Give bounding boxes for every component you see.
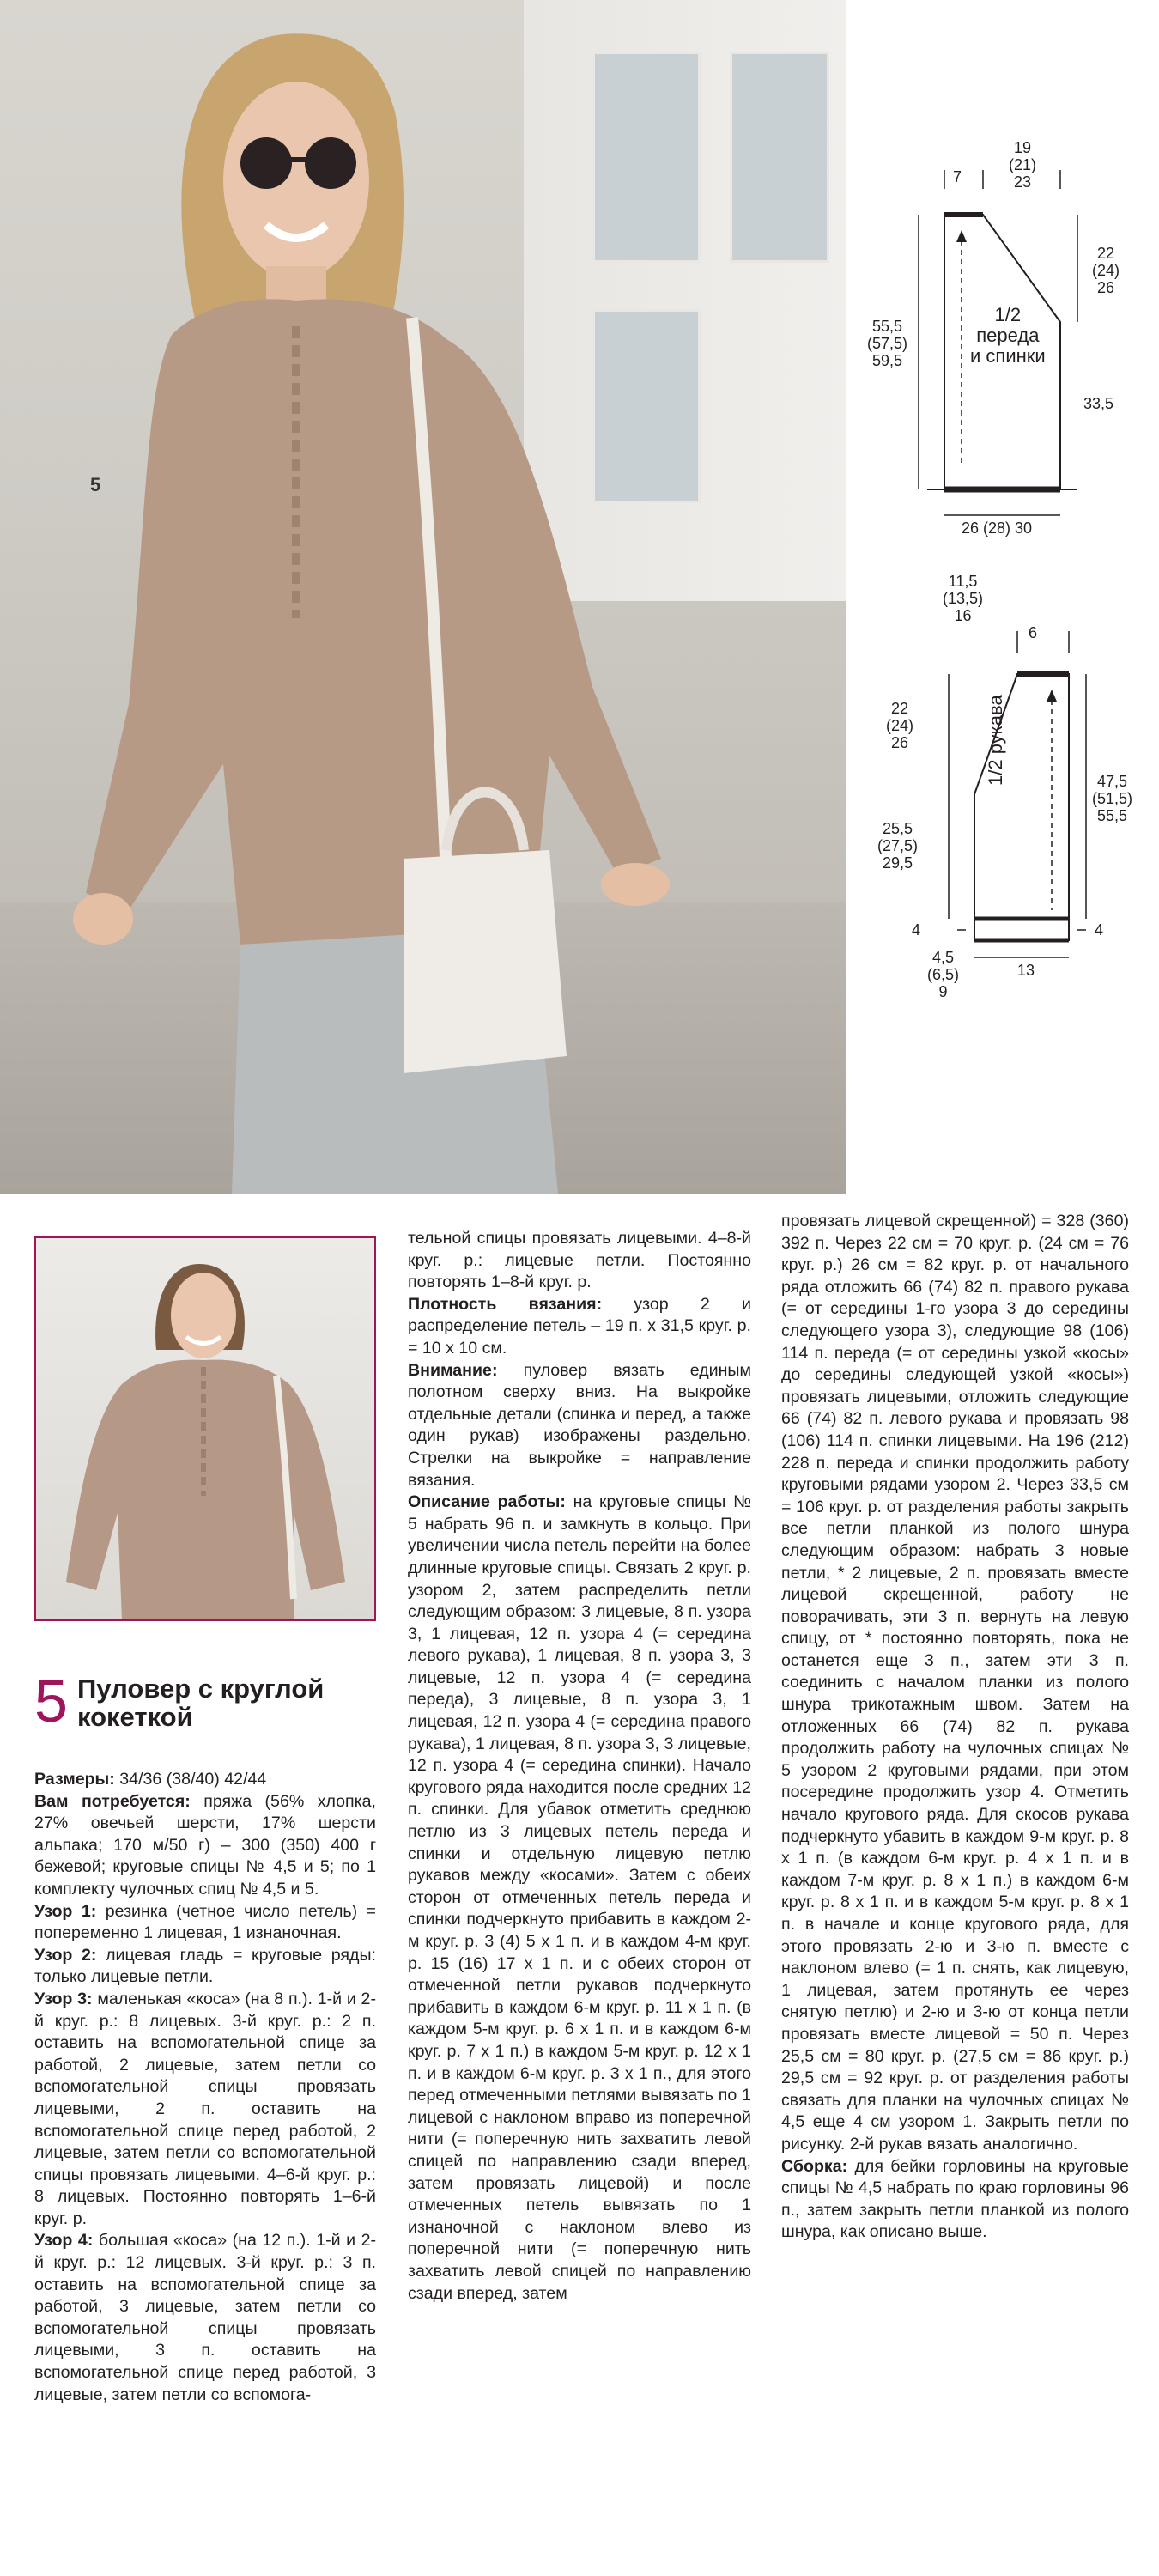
paragraph [34, 1791, 376, 1901]
paragraph-text: пуловер вязать единым полотном сверху вниз. На выкройке отдельные детали (спинка и перед, а также один рукав) изображены раздельно. Стрелки на выкройке = направление вязания. [408, 1360, 751, 1490]
pattern-title: Пуловер с круглой кокеткой [77, 1674, 325, 1732]
bottom-width-label: 26 (28) 30 [962, 519, 1033, 537]
paragraph [34, 1945, 376, 1989]
paragraph [34, 1769, 376, 1791]
paragraph [781, 2156, 1129, 2244]
paragraph-text: большая «коса» (на 12 п.). 1-й и 2-й круг. р.: 12 лицевых. 3-й круг. р.: 3 п. оставить на вспомогательной спице за работой, 3 лицевые, затем петли со вспомогательной спицы провязать лицевыми, 3 п. оставить на вспомогательной спице перед работой, 3 лицевые, затем петли со вспомога- [34, 2231, 376, 2404]
raglan-height-label: 22 (24) 26 [1092, 245, 1120, 296]
sleeve-raglan-height-label: 22 (24) 26 [886, 700, 914, 751]
model-illustration [0, 0, 846, 1194]
cuff-left-label: 4 [912, 921, 921, 939]
diagram-sleeve [867, 571, 1150, 1018]
paragraph-heading: Размеры: [34, 1770, 115, 1789]
paragraph-heading: Узор 1: [34, 1901, 97, 1921]
paragraph-text: для бейки горловины на круговые спицы № 4,5 набрать по краю горловины 96 п., затем закрыть петли планкой из полого шнура, как описано выше. [781, 2156, 1129, 2242]
thumbnail-photo [34, 1236, 376, 1621]
paragraph [408, 1360, 751, 1492]
side-height-label: 33,5 [1083, 395, 1114, 412]
text-column-1 [34, 1769, 376, 2406]
cuff-right-label: 4 [1095, 921, 1104, 939]
pattern-number: 5 [34, 1668, 68, 1735]
sleeve-bottom-offset-label: 4,5 (6,5) 9 [927, 949, 960, 1000]
paragraph-text: 34/36 (38/40) 42/44 [114, 1770, 267, 1789]
left-height-label: 55,5 (57,5) 59,5 [867, 318, 908, 369]
sleeve-top-offset-label: 6 [1029, 624, 1038, 641]
paragraph-text: тельной спицы провязать лицевыми. 4–8-й круг. р.: лицевые петли. Постоянно повторять 1–8-й круг. р. [408, 1229, 751, 1292]
paragraph-text: маленькая «коса» (на 8 п.). 1-й и 2-й круг. р.: 8 лицевых. 3-й круг. р.: 2 п. оставить на вспомогательной спице за работой, 2 лицевые, затем петли со вспомогательной спицы провязать лицевыми, 2 п. оставить на вспомогательной спице перед работой, 2 лицевые, затем петли со вспомогательной спицы провязать лицевыми. 4–6-й круг. р.: 8 лицевых. Постоянно повторять 1–6-й круг. р. [34, 1989, 376, 2228]
sleeve-right-height-label: 47,5 (51,5) 55,5 [1092, 773, 1133, 824]
paragraph [34, 1901, 376, 1945]
paragraph [34, 2230, 376, 2406]
sleeve-top-width-label: 11,5 (13,5) 16 [943, 573, 984, 624]
paragraph-heading: Описание работы: [408, 1492, 566, 1512]
page-number: 5 [90, 474, 101, 495]
diagram-front-back [867, 137, 1150, 537]
paragraph [34, 1989, 376, 2231]
paragraph [408, 1294, 751, 1360]
neck-offset-label: 7 [953, 168, 962, 185]
paragraph-heading: Внимание: [408, 1360, 498, 1380]
main-photo [0, 0, 846, 1194]
thumbnail-illustration [36, 1238, 374, 1619]
top-width-label: 19 (21) 23 [1009, 139, 1037, 191]
sleeve-mid-height-label: 25,5 (27,5) 29,5 [877, 820, 919, 872]
paragraph [408, 1228, 751, 1294]
paragraph-heading: Узор 4: [34, 2231, 94, 2251]
text-column-3 [781, 1211, 1129, 2244]
paragraph-text: резинка (четное число петель) = попеременно 1 лицевая, 1 изнаночная. [34, 1901, 376, 1943]
paragraph [781, 1211, 1129, 2156]
paragraph-text: пряжа (56% хлопка, 27% овечьей шерсти, 17% шерсти альпака; 170 м/50 г) – 300 (350) 400 г бежевой; круговые спицы № 4,5 и 5; по 1 комплекту чулочных спиц № 4,5 и 5. [34, 1791, 376, 1899]
paragraph-text: провязать лицевой скрещенной) = 328 (360) 392 п. Через 22 см = 70 круг. р. (24 см = 76 круг. р.) 26 см = 82 круг. р. от начального ряда отложить 66 (74) 82 п. правого рукава (= от середины 1-го узора 3 до середины следующего узора 3), следующие 98 (106) 114 п. переда (= от середины узкой «косы» до середины следующей узкой «косы») провязать лицевыми, отложить следующие 66 (74) 82 п. левого рукава и провязать 98 (106) 114 п. спинки лицевыми. На 196 (212) 228 п. переда и спинки продолжить работу круговыми рядами узором 2. Через 33,5 см = 106 круг. р. от разделения работы закрыть все петли планкой из полого шнура следующим образом: набрать 3 новые петли, * 2 лицевые, 2 п. провязать вместе лицевой скрещенной, работу не поворачивать, эти 3 п. вернуть на левую спицу, от * постоянно повторять, пока не останется еще 3 п., затем эти 3 п. соединить с началом планки из полого шнура трикотажным швом. Затем на отложенных 66 (74) 82 п. рукава продолжить работу на чулочных спицах № 5 узором 2 круговыми рядами, при этом посередине продолжить узор 4. Отметить начало кругового ряда. Для скосов рукава подчеркнуто убавить в каждом 9-м круг. р. 8 х 1 п. (в каждом 6-м круг. р. 4 х 1 п. и в каждом 7-м круг. р. 8 х 1 п.) в каждом 6-м круг. р. 8 х 1 п. и в каждом 5-м круг. р. 8 х 1 п. в начале и конце кругового ряда, для этого провязать 2-ю и 3-ю п. вместе с наклоном влево (= 1 п. снять, как лицевую, 1 лицевая, затем протянуть ее через снятую петлю) и 2-ю и 3-ю от конца петли провязать вместе лицевой = 50 п. Через 25,5 см = 80 круг. р. (27,5 см = 86 круг. р.) 29,5 см = 92 круг. р. от разделения работы связать для планки на чулочных спицах № 4,5 еще 4 см узором 1. Закрыть петли по рисунку. 2-й рукав вязать аналогично. [781, 1212, 1129, 2154]
text-column-2 [408, 1228, 751, 2305]
sleeve-label: 1/2 рукава [985, 695, 1006, 786]
paragraph-text: узор 2 и распределение петель – 19 п. х 31,5 круг. р. = 10 х 10 см. [408, 1294, 752, 1358]
paragraph-heading: Сборка: [781, 2156, 848, 2176]
paragraph-heading: Узор 3: [34, 1989, 93, 2008]
paragraph-heading: Вам потребуется: [34, 1791, 191, 1811]
paragraph [408, 1492, 751, 2305]
sleeve-bottom-width-label: 13 [1017, 962, 1035, 979]
piece-label: 1/2 переда и спинки [970, 304, 1046, 367]
paragraph-heading: Плотность вязания: [408, 1294, 603, 1314]
paragraph-text: на круговые спицы № 5 набрать 96 п. и замкнуть в кольцо. При увеличении числа петель перейти на более длинные круговые спицы. Связать 2 круг. р. узором 2, затем распределить петли следующим образом: 3 лицевые, 8 п. узора 3, 1 лицевая, 12 п. узора 4 (= середина левого рукава), 1 лицевая, 8 п. узора 3, 3 лицевые, 12 п. узора 4 (= середина переда), 3 лицевые, 8 п. узора 3, 1 лицевая, 12 п. узора 4 (= середина правого рукава), 1 лицевая, 8 п. узора 3, 3 лицевые, 12 п. узора 4 (= середина спинки). Начало кругового ряда находится после средних 12 п. спинки. Для убавок отметить среднюю петлю из 3 лицевых петель переда и спинки и отдельную лицевую петлю рукавов между «косами». Затем с обеих сторон от отмеченных петель переда и спинки подчеркнуто прибавить в каждом 2-м круг. р. 3 (4) 5 х 1 п. и в каждом 4-м круг. р. 15 (16) 17 х 1 п. и с обеих сторон от отмеченной петли рукавов подчеркнуто прибавить в каждом 6-м круг. р. 11 х 1 п. (в каждом 5-м круг. р. 6 х 1 п. и в каждом 6-м круг. р. 7 х 1 п.) в каждом 5-м круг. р. 12 х 1 п. и в каждом 6-м круг. р. 3 х 1 п., для этого перед отмеченными петлями вывязать по 1 лицевой с наклоном вправо из поперечной нити (= поперечную нить захватить левой спицей по направлению сзади вперед, затем провязать лицевой) и после отмеченных петель вывязать по 1 изнаночной с наклоном влево из поперечной нити (= поперечную нить захватить левой спицей по направлению сзади вперед, затем [408, 1492, 751, 2303]
paragraph-text: лицевая гладь = круговые ряды: только лицевые петли. [34, 1945, 376, 1987]
paragraph-heading: Узор 2: [34, 1945, 97, 1965]
